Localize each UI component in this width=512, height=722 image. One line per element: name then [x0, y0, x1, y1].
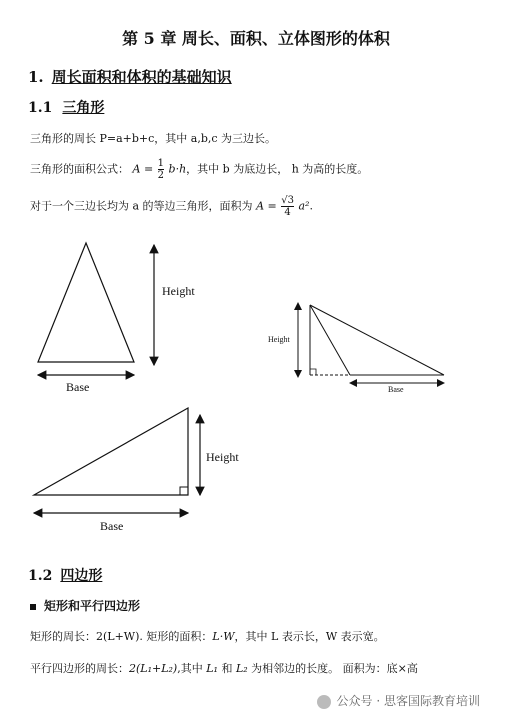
subsection-heading-quadrilateral: [28, 565, 102, 585]
para-mid: ,其中: [177, 662, 207, 675]
rect-text: 矩形的周长：2(L+W). 矩形的面积：: [30, 630, 213, 643]
para-prefix: 平行四边形的周长：: [30, 662, 129, 675]
equi-num: √3: [281, 195, 294, 206]
area-suffix: ，其中 b 为底边长， h 为高的长度。: [186, 162, 369, 176]
para-suffix: 为相邻边的长度。 面积为：底×高: [247, 662, 418, 675]
section-number: 1.: [28, 68, 44, 86]
bullet-text: 矩形和平行四边形: [44, 599, 141, 613]
figure3-right-angle: [180, 487, 188, 495]
area-eq: =: [143, 162, 154, 176]
bullet-rect-parallelogram: [30, 597, 140, 614]
figure2-base-label: Base: [388, 385, 404, 394]
chapter-title: 第 5 章 周长、面积、立体图形的体积: [122, 29, 390, 48]
area-rhs: b·h: [168, 162, 187, 176]
para-formula: 2(L₁+L₂): [129, 662, 178, 675]
watermark: [317, 692, 480, 709]
subsection-title: 三角形: [62, 100, 105, 116]
figure2-height-label: Height: [268, 335, 290, 344]
frac-num: 1: [157, 158, 165, 169]
figure1-triangle: [38, 243, 134, 362]
figure3-base-label: Base: [100, 519, 124, 533]
equi-end: .: [309, 199, 313, 213]
equi-eq: =: [267, 199, 277, 213]
bullet-square-icon: [30, 604, 36, 610]
triangle-perimeter-text: 三角形的周长 P=a+b+c，其中 a,b,c 为三边长。: [30, 132, 277, 145]
figure3-triangle: [34, 408, 188, 495]
subsection-number: 1.1: [28, 100, 53, 116]
area-prefix: 三角形的面积公式：: [30, 162, 129, 176]
rectangle-formulas: [30, 628, 385, 644]
figure3-height-label: Height: [206, 450, 239, 464]
equi-rhs: a²: [298, 199, 310, 213]
rect-area: L·W: [212, 630, 235, 643]
equi-lhs: A: [256, 199, 265, 213]
figure1-base-label: Base: [66, 380, 90, 394]
para-l1: L₁: [206, 662, 218, 675]
subsection-title: 四边形: [60, 568, 103, 584]
para-l2: L₂: [235, 662, 248, 675]
para-and: 和: [217, 662, 236, 675]
rect-suffix: ，其中 L 表示长，W 表示宽。: [234, 630, 385, 643]
area-lhs: A: [132, 162, 141, 176]
subsection-number: 1.2: [28, 568, 53, 584]
watermark-text: 公众号 · 思客国际教育培训: [336, 694, 480, 708]
figure1-height-label: Height: [162, 284, 195, 298]
parallelogram-formulas: [30, 660, 418, 676]
frac-den: 2: [157, 170, 165, 181]
equi-prefix: 对于一个三边长均为 a 的等边三角形，面积为: [30, 199, 253, 213]
equi-den: 4: [281, 206, 294, 218]
section-title: 周长面积和体积的基础知识: [51, 68, 232, 86]
wechat-icon: [317, 695, 331, 709]
figure2-right-angle: [310, 369, 316, 375]
